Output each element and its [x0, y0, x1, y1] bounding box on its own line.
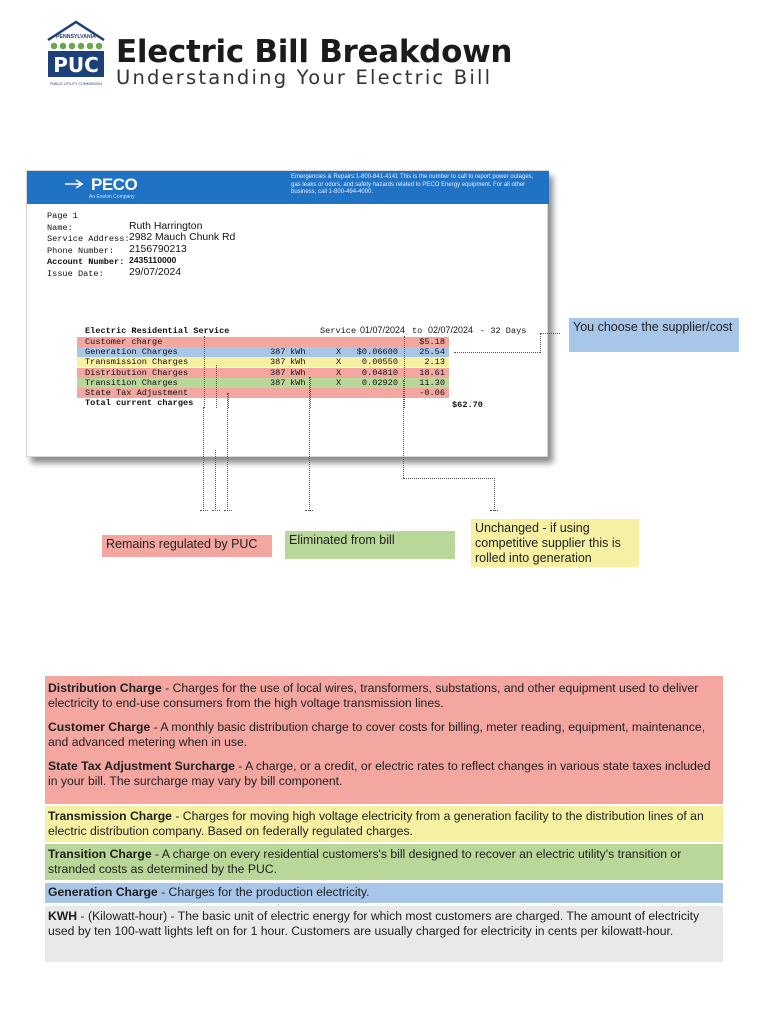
peco-brand: PECO	[91, 175, 138, 194]
charge-multiplier: X	[336, 367, 342, 378]
glossary-transmission-box	[45, 806, 723, 842]
callout-unchanged: Unchanged - if using competitive supplier this is rolled into generation	[471, 519, 639, 567]
page-title: Electric Bill Breakdown	[116, 34, 513, 70]
field-value: 2156790213	[129, 243, 187, 255]
logo-main-text: PUC	[53, 53, 99, 77]
charge-name: Customer charge	[85, 337, 163, 347]
glossary-kwh-box	[45, 906, 723, 962]
field-value: 2435110000	[129, 255, 177, 266]
charge-multiplier: X	[336, 357, 342, 368]
peco-brand-sub: An Exelon Company	[89, 194, 135, 200]
charge-name: State Tax Adjustment	[85, 388, 189, 398]
charge-amount: 25.54	[419, 347, 445, 358]
page-subtitle: Understanding Your Electric Bill	[116, 66, 493, 89]
logo-top-text: PENNSYLVANIA	[56, 34, 96, 40]
glossary-generation-box	[45, 883, 723, 903]
charge-unit: kWh	[290, 377, 306, 388]
service-from: 01/07/2024	[360, 325, 406, 335]
bill-header-bar	[27, 171, 549, 204]
charge-multiplier: X	[336, 377, 342, 388]
glossary-regulated-box	[45, 676, 723, 804]
charge-rate: 0.02920	[361, 377, 398, 388]
charge-amount: 11.30	[419, 377, 445, 388]
glossary-transmission: Transmission Charge - Charges for moving high voltage electricity from a generation facility to the distribution lines of an electric distribution company. Based on federally regulated charges.	[48, 809, 704, 838]
field-label: Name:	[47, 223, 73, 233]
service-label: Service	[320, 326, 357, 336]
charge-unit: kWh	[290, 347, 306, 358]
logo-bottom-text: PUBLIC UTILITY COMMISSION	[50, 82, 102, 86]
field-value: Ruth Harrington	[129, 221, 203, 232]
callout-supplier: You choose the supplier/cost	[569, 318, 739, 352]
section-title: Electric Residential Service	[85, 326, 230, 336]
glossary-distribution: Distribution Charge - Charges for the use of local wires, transformers, substations, and other equipment used to deliver electricity to end-use consumers from the high voltage transmission lines.	[48, 681, 699, 710]
charge-multiplier: X	[336, 347, 342, 358]
service-to-label: to	[412, 326, 423, 336]
charge-rate: 0.00550	[361, 357, 398, 368]
peco-arrow-icon	[65, 179, 87, 189]
glossary-transition-box	[45, 844, 723, 880]
charge-name: Distribution Charges	[85, 367, 189, 378]
total-label: Total current charges	[85, 398, 194, 408]
charge-qty: 387	[270, 357, 286, 368]
puc-logo	[44, 18, 108, 90]
glossary-customer: Customer Charge - A monthly basic distribution charge to cover costs for billing, meter reading, equipment, maintenance, and advanced metering when in use.	[48, 720, 706, 749]
service-days: - 32 Days	[480, 326, 527, 336]
field-value: 2982 Mauch Chunk Rd	[129, 232, 236, 244]
field-label: Issue Date:	[47, 268, 104, 279]
charge-unit: kWh	[290, 357, 306, 368]
charge-qty: 387	[270, 347, 286, 358]
field-label: Account Number:	[47, 257, 125, 268]
total-value: $62.70	[452, 400, 483, 410]
sample-bill	[26, 170, 548, 457]
charge-qty: 387	[270, 377, 286, 388]
field-value: 29/07/2024	[129, 266, 182, 278]
charge-name: Generation Charges	[85, 347, 178, 358]
charge-rate: 0.04810	[361, 367, 398, 378]
charge-amount: $5.18	[419, 337, 445, 347]
service-to: 02/07/2024	[428, 325, 474, 335]
charge-qty: 387	[270, 367, 286, 378]
glossary-generation: Generation Charge - Charges for the production electricity.	[48, 885, 370, 899]
charge-amount: 2.13	[424, 357, 445, 368]
glossary-kwh: KWH - (Kilowatt-hour) - The basic unit of electric energy for which most customers are charged. The amount of electricity used by ten 100-watt lights left on for 1 hour. Customers are usually charged for electricity in cents per kilowatt-hour.	[48, 909, 700, 938]
charge-name: Transmission Charges	[85, 357, 189, 368]
glossary-transition: Transition Charge - A charge on every residential customers's bill designed to recover an electric utility's transition or stranded costs as determined by the PUC.	[48, 847, 682, 876]
charge-amount: 18.61	[419, 367, 445, 378]
bill-page-number: Page 1	[47, 211, 78, 221]
glossary-state-tax: State Tax Adjustment Surcharge - A charge, or a credit, or electric rates to reflect changes in various state taxes included in your bill. The surcharge may vary by bill component.	[48, 759, 711, 788]
callout-regulated: Remains regulated by PUC	[102, 535, 272, 557]
charge-unit: kWh	[290, 367, 306, 378]
emergency-text: Emergencies & Repairs:1-800-841-4141 This is the number to call to report power outages, gas leaks or odors, and safety hazards related to PECO Energy equipment. For all other business, call 1-800-494-4000.	[291, 174, 534, 196]
charge-amount: -0.06	[419, 388, 445, 398]
field-label: Service Address:	[47, 234, 130, 245]
charge-name: Transition Charges	[85, 377, 178, 388]
callout-eliminated: Eliminated from bill	[285, 531, 455, 559]
field-label: Phone Number:	[47, 245, 115, 256]
charge-rate: $0.06600	[356, 347, 398, 358]
